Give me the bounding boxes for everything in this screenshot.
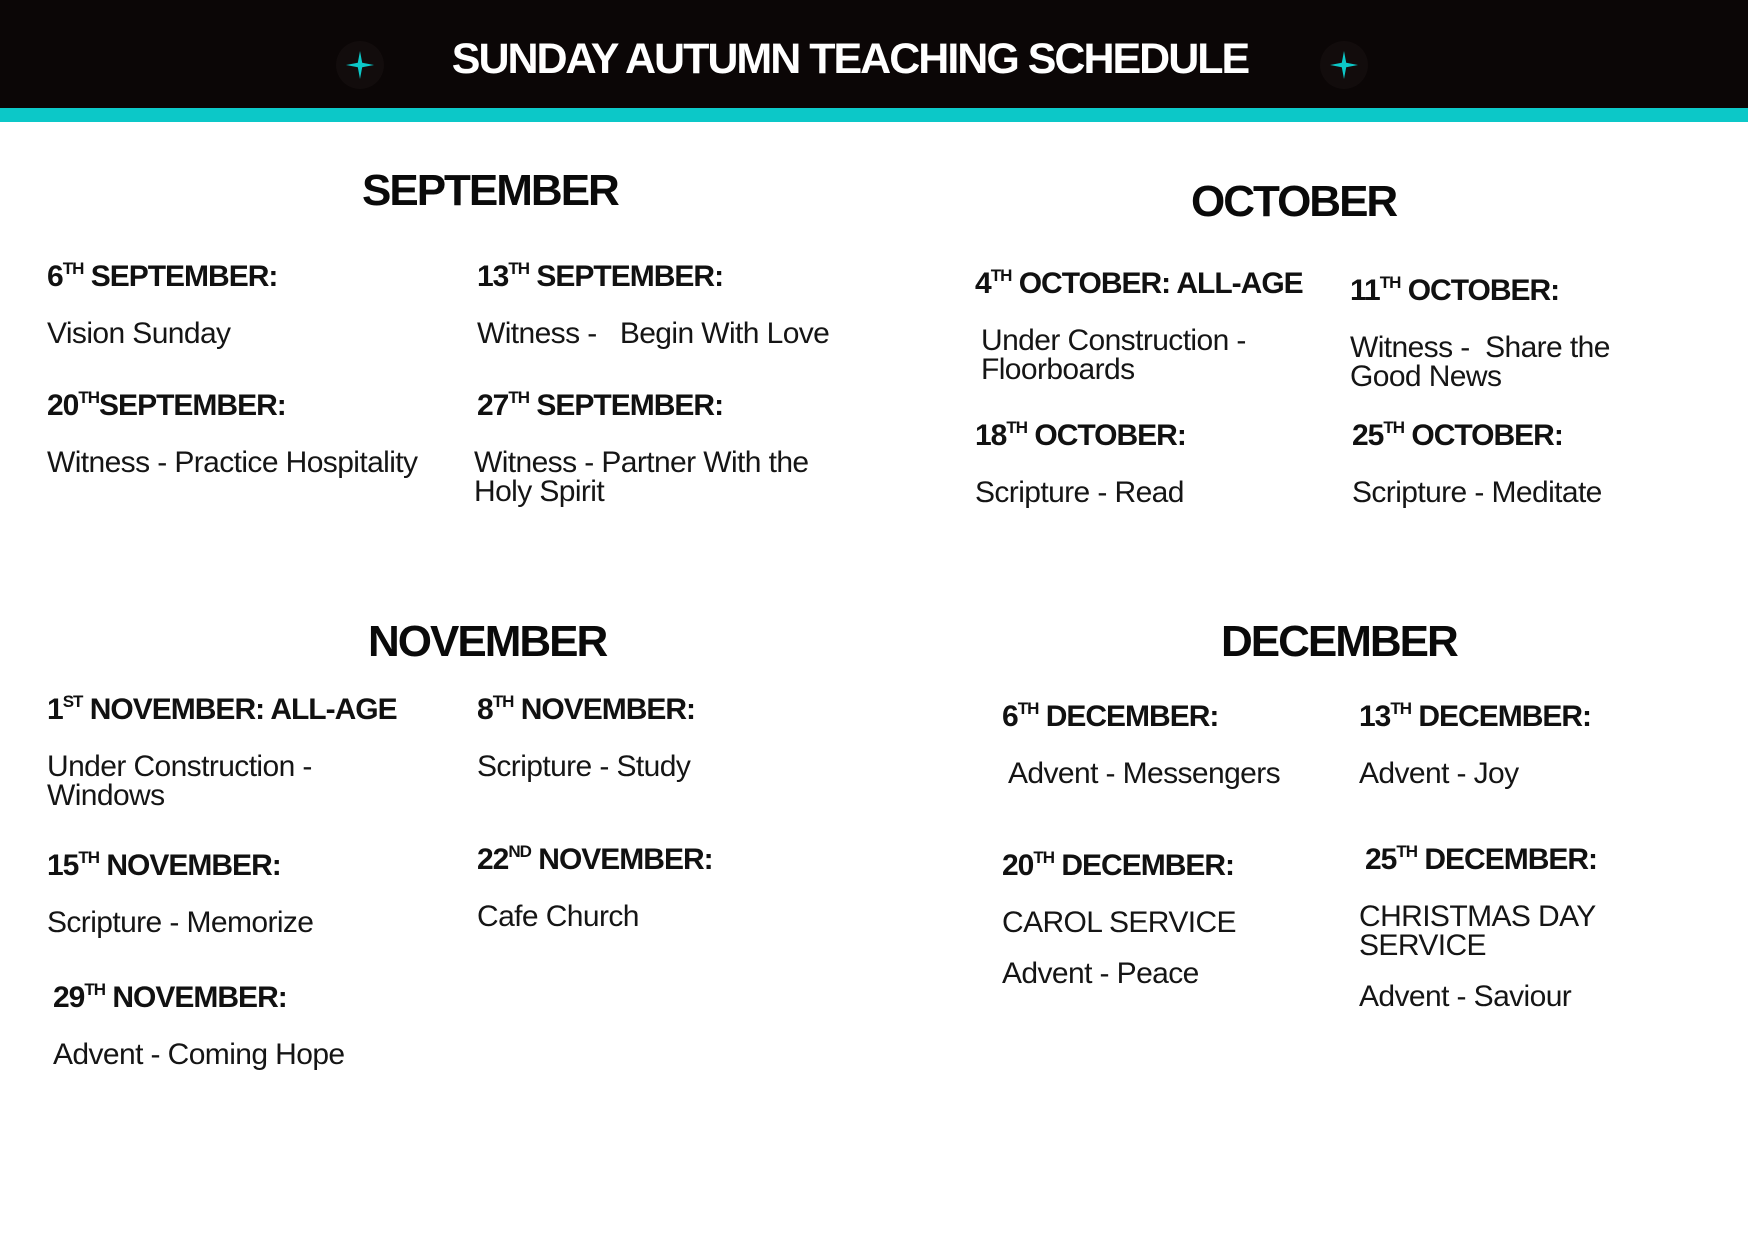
entry-theme: Scripture - Meditate (1352, 476, 1602, 509)
schedule-entry (477, 842, 857, 931)
entry-theme: Witness - Partner With the Holy Spirit (474, 446, 809, 508)
schedule-entry (1002, 699, 1382, 788)
entry-theme: Scripture - Study (477, 750, 691, 783)
entry-date: 27TH SEPTEMBER: (477, 388, 724, 422)
entry-date: 13TH SEPTEMBER: (477, 259, 724, 293)
entry-date: 1ST NOVEMBER: ALL-AGE (47, 692, 397, 726)
entry-date: 4TH OCTOBER: ALL-AGE (975, 266, 1303, 300)
schedule-entry (1350, 273, 1680, 391)
schedule-entry (1002, 848, 1382, 988)
schedule-entry (975, 266, 1335, 384)
entry-date: 29TH NOVEMBER: (53, 980, 287, 1014)
schedule-entry (47, 259, 427, 348)
schedule-entry (1359, 842, 1719, 1011)
entry-date: 11TH OCTOBER: (1350, 273, 1560, 307)
schedule-entry (1359, 699, 1719, 788)
entry-theme: Vision Sunday (47, 317, 231, 350)
entry-theme: Advent - Coming Hope (53, 1038, 345, 1071)
entry-theme: Advent - Saviour (1359, 980, 1572, 1013)
schedule-entry (47, 848, 427, 937)
entry-theme: Under Construction - Floorboards (981, 324, 1246, 386)
schedule-entry (53, 980, 433, 1069)
schedule-entry (975, 418, 1335, 507)
month-heading-november: NOVEMBER (368, 617, 607, 666)
entry-date: 20TH DECEMBER: (1002, 848, 1235, 882)
entry-date: 6TH SEPTEMBER: (47, 259, 278, 293)
entry-theme: Advent - Joy (1359, 757, 1519, 790)
schedule-entry (1352, 418, 1712, 507)
entry-date: 6TH DECEMBER: (1002, 699, 1219, 733)
entry-theme: Witness - Practice Hospitality (47, 446, 418, 479)
entry-theme: Advent - Messengers (1008, 757, 1281, 790)
schedule-entry (47, 388, 477, 477)
entry-theme: Scripture - Memorize (47, 906, 314, 939)
entry-date: 25TH DECEMBER: (1365, 842, 1598, 876)
entry-theme: Witness - Begin With Love (477, 317, 830, 350)
entry-date: 25TH OCTOBER: (1352, 418, 1563, 452)
month-heading-december: DECEMBER (1221, 617, 1457, 666)
schedule-entry (47, 692, 397, 812)
entry-theme: CHRISTMAS DAY SERVICE (1359, 900, 1596, 962)
entry-theme: Witness - Share the Good News (1350, 331, 1618, 393)
schedule-entry (477, 692, 857, 781)
month-heading-september: SEPTEMBER (362, 166, 618, 215)
entry-theme: Under Construction - Windows (47, 750, 312, 812)
entry-theme: Cafe Church (477, 900, 639, 933)
entry-theme: Advent - Peace (1002, 957, 1199, 990)
schedule-entry (474, 388, 814, 506)
month-heading-october: OCTOBER (1191, 177, 1397, 226)
sparkle-icon (1319, 40, 1369, 90)
entry-date: 18TH OCTOBER: (975, 418, 1186, 452)
entry-theme: Scripture - Read (975, 476, 1184, 509)
entry-theme: CAROL SERVICE (1002, 906, 1236, 939)
header-accent-stripe (0, 108, 1748, 122)
schedule-entry (477, 259, 897, 348)
entry-date: 22ND NOVEMBER: (477, 842, 713, 876)
entry-date: 15TH NOVEMBER: (47, 848, 281, 882)
page-title: SUNDAY AUTUMN TEACHING SCHEDULE (451, 35, 1249, 83)
entry-date: 8TH NOVEMBER: (477, 692, 696, 726)
entry-date: 20THSEPTEMBER: (47, 388, 286, 422)
entry-date: 13TH DECEMBER: (1359, 699, 1592, 733)
